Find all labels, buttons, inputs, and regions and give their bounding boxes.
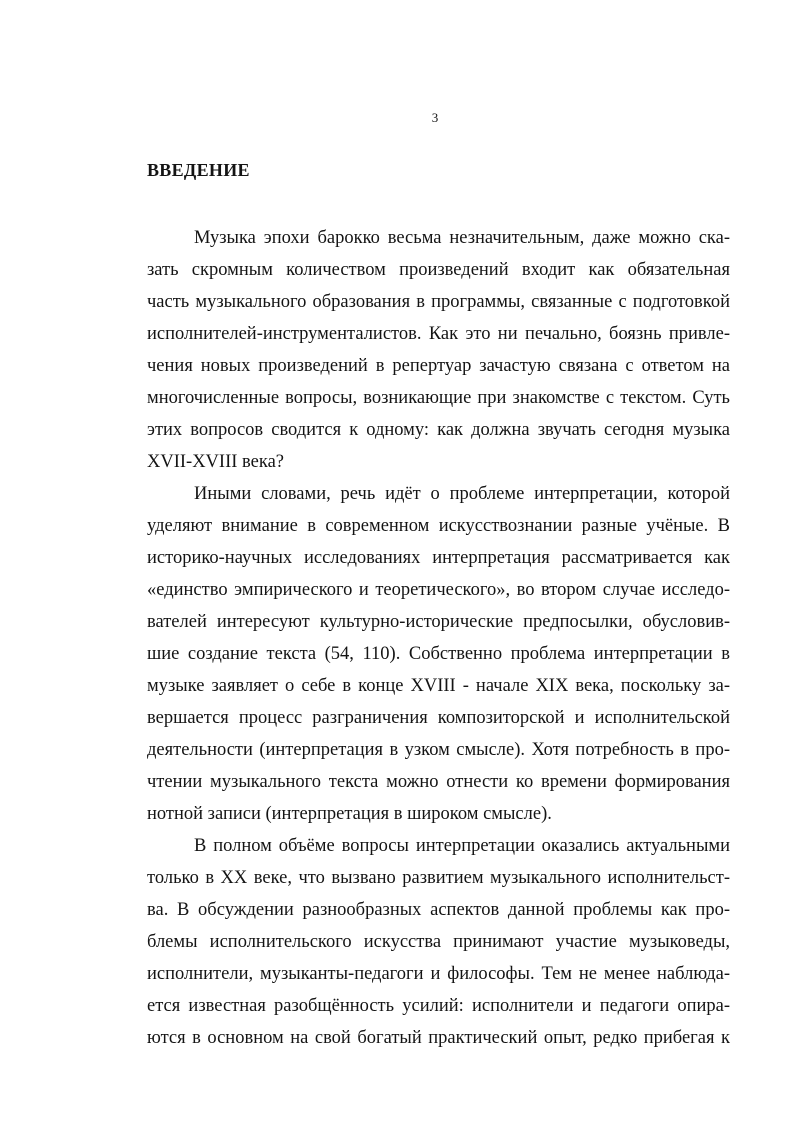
- text-line: В полном объёме вопросы интерпретации оказались актуальными: [194, 836, 730, 856]
- text-line: ется известная разобщённость усилий: исполнители и педагоги опира-: [147, 996, 730, 1016]
- text-line: уделяют внимание в современном искусствознании разные учёные. В: [147, 516, 730, 536]
- page-number: 3: [431, 110, 439, 125]
- text-line: ются в основном на свой богатый практический опыт, редко прибегая к: [147, 1028, 730, 1048]
- text-line: многочисленные вопросы, возникающие при знакомстве с текстом. Суть: [147, 388, 730, 408]
- text-line: чения новых произведений в репертуар зачастую связана с ответом на: [147, 356, 730, 376]
- text-line: музыке заявляет о себе в конце XVIII - начале XIX века, поскольку за-: [147, 676, 730, 696]
- text-line: чтении музыкального текста можно отнести ко времени формирования: [147, 772, 730, 792]
- text-line: деятельности (интерпретация в узком смысле). Хотя потребность в про-: [147, 740, 730, 760]
- text-line: ва. В обсуждении разнообразных аспектов данной проблемы как про-: [147, 900, 730, 920]
- text-line: зать скромным количеством произведений входит как обязательная: [147, 260, 730, 280]
- text-line: нотной записи (интерпретация в широком смысле).: [147, 804, 552, 824]
- text-line: блемы исполнительского искусства принимают участие музыковеды,: [147, 932, 730, 952]
- text-line: исполнителей-инструменталистов. Как это ни печально, боязнь привле-: [147, 324, 730, 344]
- text-line: вателей интересуют культурно-исторические предпосылки, обусловив-: [147, 612, 730, 632]
- text-line: исполнители, музыканты-педагоги и философы. Тем не менее наблюда-: [147, 964, 730, 984]
- text-line: «единство эмпирического и теоретического», во втором случае исследо-: [147, 580, 730, 600]
- text-line: часть музыкального образования в программы, связанные с подготовкой: [147, 292, 730, 312]
- section-heading: ВВЕДЕНИЕ: [147, 160, 250, 180]
- text-line: историко-научных исследованиях интерпретация рассматривается как: [147, 548, 730, 568]
- text-line: только в XX веке, что вызвано развитием музыкального исполнительст-: [147, 868, 730, 888]
- text-line: шие создание текста (54, 110). Собственно проблема интерпретации в: [147, 644, 730, 664]
- text-line: Музыка эпохи барокко весьма незначительным, даже можно ска-: [194, 228, 730, 248]
- text-line: XVII-XVIII века?: [147, 452, 284, 472]
- text-line: этих вопросов сводится к одному: как должна звучать сегодня музыка: [147, 420, 730, 440]
- text-line: Иными словами, речь идёт о проблеме интерпретации, которой: [194, 484, 730, 504]
- text-line: вершается процесс разграничения композиторской и исполнительской: [147, 708, 730, 728]
